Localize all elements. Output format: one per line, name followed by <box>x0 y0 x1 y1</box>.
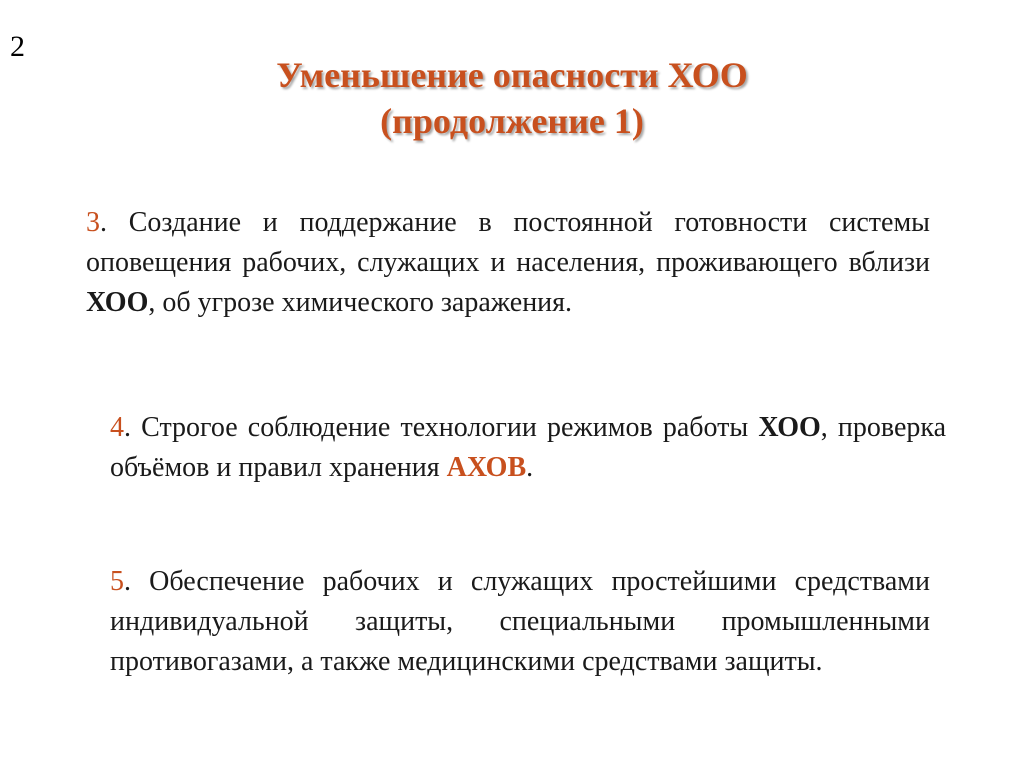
item-text: . Создание и поддержание в постоянной готовности системы оповещения рабочих, служащих и населения, проживающего вблизи <box>86 207 930 278</box>
item-number: 5 <box>110 566 124 597</box>
item-text-end: , об угрозе химического заражения. <box>148 287 573 318</box>
item-accent-term: АХОВ <box>446 452 527 483</box>
item-text: . Строгое соблюдение технологии режимов работы <box>124 412 759 443</box>
title-line-2: (продолжение 1) <box>380 101 644 141</box>
list-item-3 <box>86 203 930 323</box>
list-item-5 <box>110 562 930 682</box>
item-bold-term: ХОО <box>758 412 821 443</box>
list-item-4 <box>110 408 946 488</box>
item-number: 4 <box>110 412 124 443</box>
slide-number: 2 <box>10 30 25 63</box>
item-number: 3 <box>86 207 100 238</box>
item-text: . Обеспечение рабочих и служащих простейшими средствами индивидуальной защиты, специальными промышленными противогазами, а также медицинскими средствами защиты. <box>110 566 930 677</box>
item-text-middle: , проверка объёмов и правил хранения <box>110 412 947 483</box>
item-bold-term: ХОО <box>86 287 149 318</box>
item-text-end: . <box>526 452 534 483</box>
slide-title <box>0 52 1024 144</box>
title-line-1: Уменьшение опасности ХОО <box>276 55 748 95</box>
